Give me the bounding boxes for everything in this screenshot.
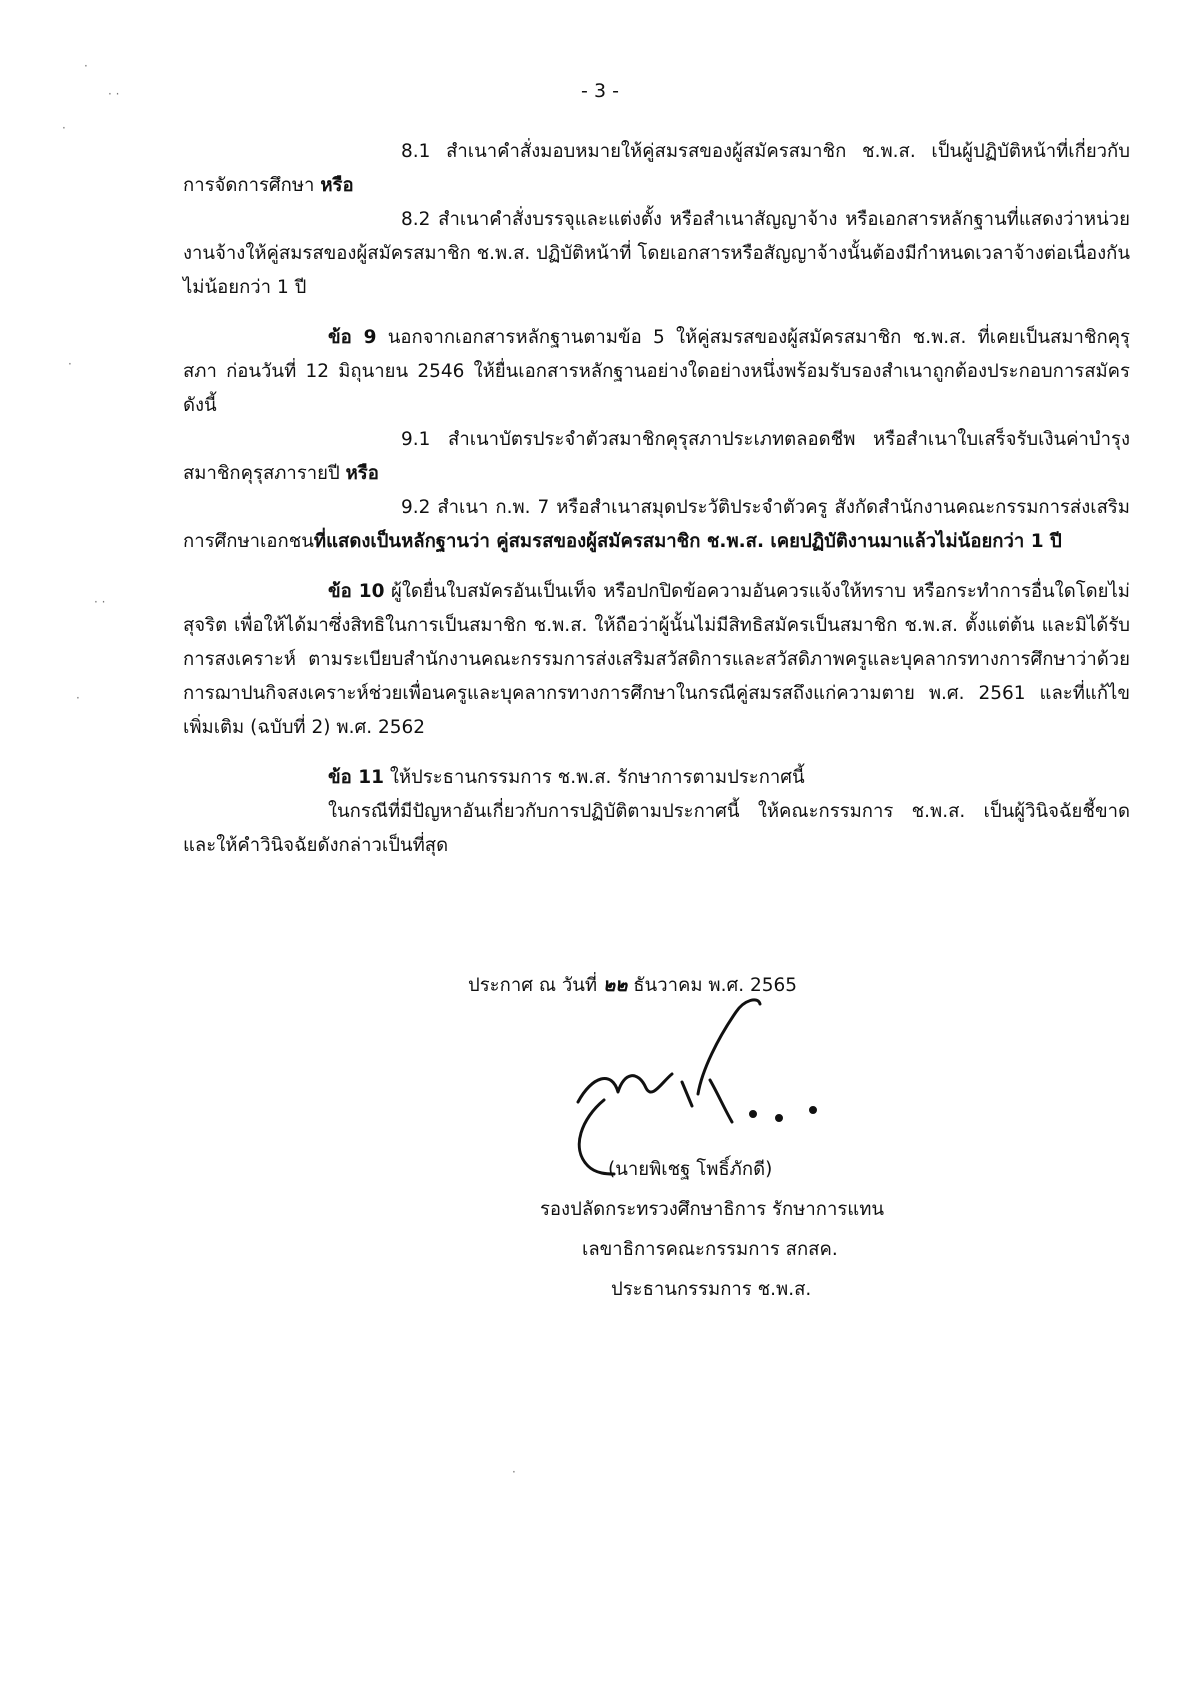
page-number: - 3 - <box>581 80 619 102</box>
clause-8-2: 8.2 สำเนาคำสั่งบรรจุและแต่งตั้ง หรือสำเนาสัญญาจ้าง หรือเอกสารหลักฐานที่แสดงว่าหน่วยงานจ้างให้คู่สมรสของผู้สมัครสมาชิก ช.พ.ส. ปฏิบัติหน้าที่ โดยเอกสารหรือสัญญาจ้างนั้นต้องมีกำหนดเวลาจ้างต่อเนื่องกันไม่น้อยกว่า 1 ปี <box>183 209 1131 298</box>
announcement-day: ๒๒ <box>602 975 628 996</box>
announcement-prefix: ประกาศ ณ วันที่ <box>468 975 603 996</box>
signatory-name: (นายพิเชฐ โพธิ์ภักดี) <box>608 1159 773 1180</box>
clause-10 <box>183 575 1130 745</box>
scan-speck: · <box>62 121 66 135</box>
clause-8-1-or: หรือ <box>320 175 354 196</box>
signatory-position-1: รองปลัดกระทรวงศึกษาธิการ รักษาการแทน <box>540 1199 885 1220</box>
scan-speck: · · <box>108 87 120 101</box>
clause-9-1-or: หรือ <box>345 463 379 484</box>
clause-9 <box>183 321 1130 423</box>
document-body <box>183 135 1130 863</box>
scan-speck: · <box>512 1465 516 1479</box>
clause-9-2-text: 9.2 สำเนา ก.พ. 7 หรือสำเนาสมุดประวัติประจำตัวครู สังกัดสำนักงานคณะกรรมการส่งเสริมการศึกษาเอกชน <box>183 497 1130 552</box>
signatory-position-2: เลขาธิการคณะกรรมการ สกสค. <box>582 1239 838 1260</box>
clause-9-2-bold-text: ที่แสดงเป็นหลักฐานว่า คู่สมรสของผู้สมัครสมาชิก ช.พ.ส. เคยปฏิบัติงานมาแล้วไม่น้อยกว่า 1 ปี <box>313 531 1062 552</box>
clause-11-text: ให้ประธานกรรมการ ช.พ.ส. รักษาการตามประกาศนี้ <box>383 767 805 788</box>
clause-11 <box>183 761 1130 795</box>
clause-11-label: ข้อ 11 <box>328 767 384 788</box>
scan-speck: · · <box>94 595 106 609</box>
clause-8-1-text: 8.1 สำเนาคำสั่งมอบหมายให้คู่สมรสของผู้สมัครสมาชิก ช.พ.ส. เป็นผู้ปฏิบัติหน้าที่เกี่ยวกับการจัดการศึกษา <box>183 141 1130 196</box>
announcement-suffix: ธันวาคม พ.ศ. 2565 <box>627 975 798 996</box>
clause-9-label: ข้อ 9 <box>328 327 377 348</box>
clause-9-1 <box>183 423 1130 491</box>
clause-8-1 <box>183 135 1130 203</box>
clause-10-label: ข้อ 10 <box>328 581 385 602</box>
clause-9-2 <box>183 491 1130 559</box>
signatory-block <box>520 1150 940 1310</box>
clause-10-text: ผู้ใดยื่นใบสมัครอันเป็นเท็จ หรือปกปิดข้อความอันควรแจ้งให้ทราบ หรือกระทำการอื่นใดโดยไม่สุจริต เพื่อให้ได้มาซึ่งสิทธิในการเป็นสมาชิก ช.พ.ส. ให้ถือว่าผู้นั้นไม่มีสิทธิสมัครเป็นสมาชิก ช.พ.ส. ตั้งแต่ต้น และมิได้รับการสงเคราะห์ ตามระเบียบสำนักงานคณะกรรมการส่งเสริมสวัสดิการและสวัสดิภาพครูและบุคลากรทางการศึกษาว่าด้วย การฌาปนกิจสงเคราะห์ช่วยเพื่อนครูและบุคลากรทางการศึกษาในกรณีคู่สมรสถึงแก่ความตาย พ.ศ. 2561 และที่แก้ไขเพิ่มเติม (ฉบับที่ 2) พ.ศ. 2562 <box>183 581 1130 738</box>
signatory-position-3: ประธานกรรมการ ช.พ.ส. <box>611 1279 812 1300</box>
clause-11-paragraph-2: ในกรณีที่มีปัญหาอันเกี่ยวกับการปฏิบัติตามประกาศนี้ ให้คณะกรรมการ ช.พ.ส. เป็นผู้วินิจฉัยชี้ขาด และให้คำวินิจฉัยดังกล่าวเป็นที่สุด <box>183 801 1130 856</box>
clause-9-text: นอกจากเอกสารหลักฐานตามข้อ 5 ให้คู่สมรสของผู้สมัครสมาชิก ช.พ.ส. ที่เคยเป็นสมาชิกคุรุสภา ก่อนวันที่ 12 มิถุนายน 2546 ให้ยื่นเอกสารหลักฐานอย่างใดอย่างหนึ่งพร้อมรับรองสำเนาถูกต้องประกอบการสมัคร ดังนี้ <box>183 327 1130 416</box>
scan-speck: · <box>84 59 88 73</box>
scan-speck: · <box>76 691 80 705</box>
clause-9-1-text: 9.1 สำเนาบัตรประจำตัวสมาชิกคุรุสภาประเภทตลอดชีพ หรือสำเนาใบเสร็จรับเงินค่าบำรุงสมาชิกคุรุสภารายปี <box>183 429 1130 484</box>
scan-speck: · <box>68 357 72 371</box>
